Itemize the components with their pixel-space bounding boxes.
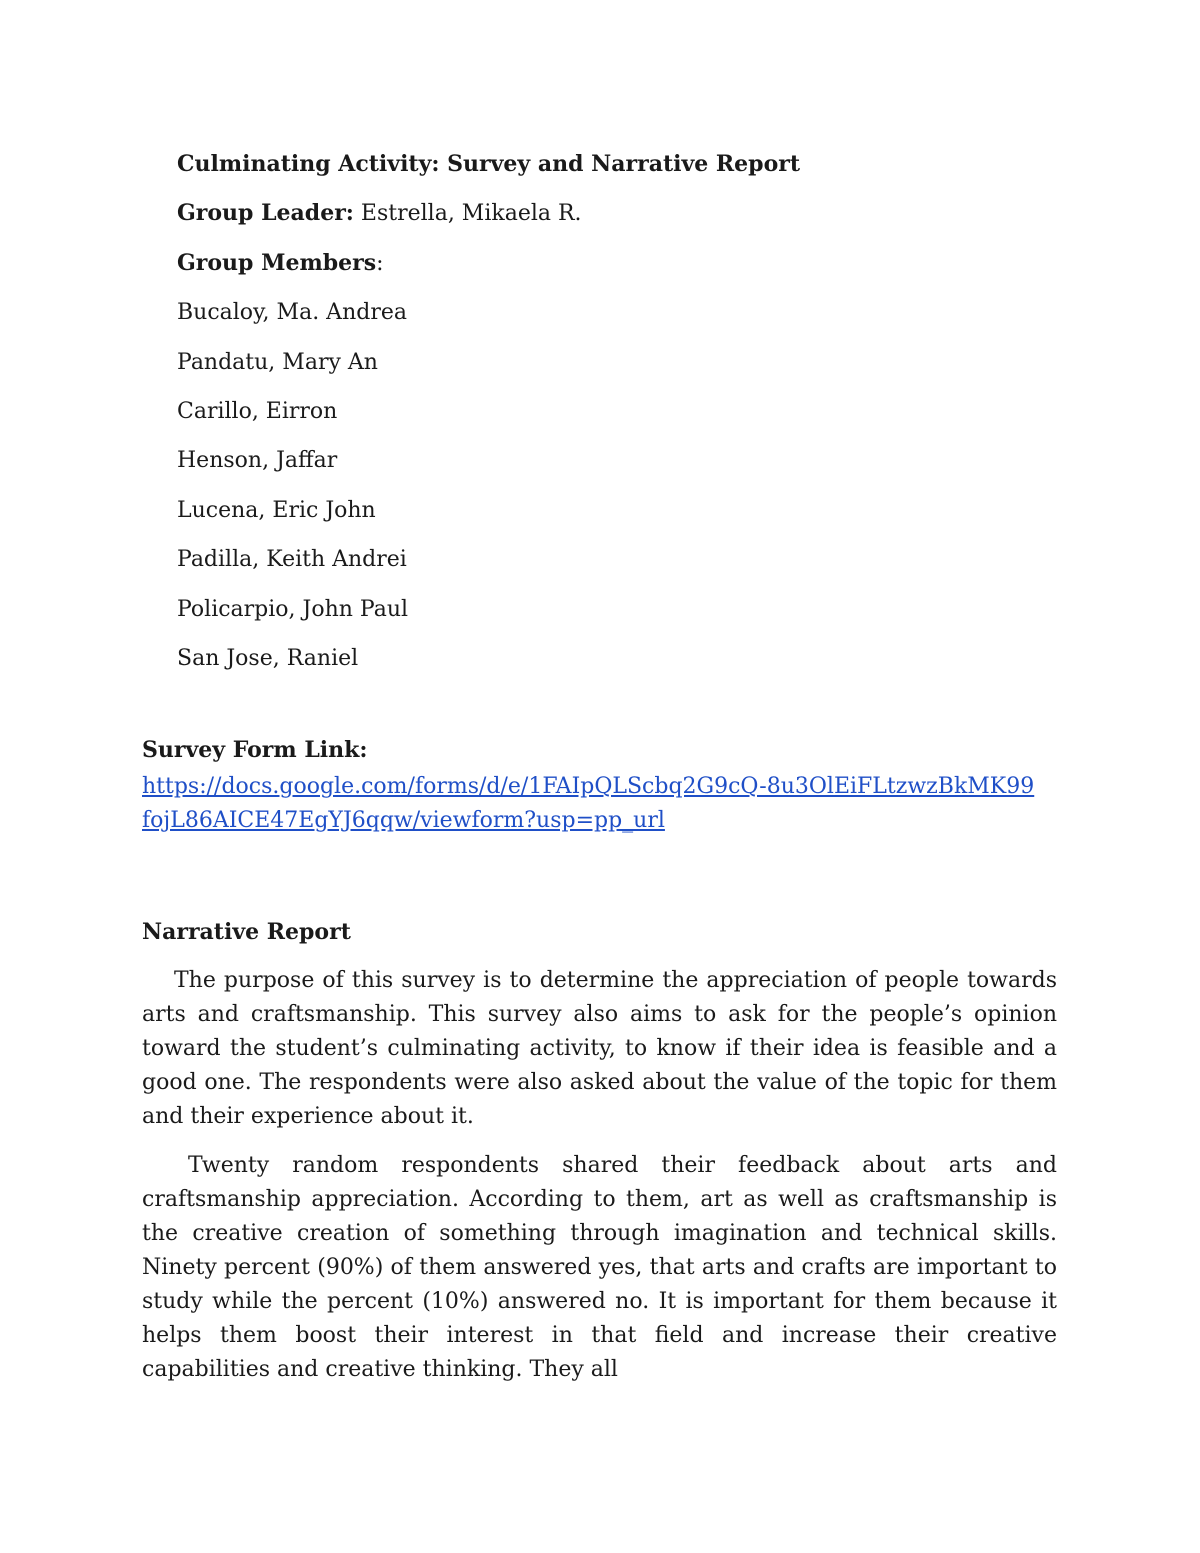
group-members-heading xyxy=(177,239,1077,288)
member-item: Lucena, Eric John xyxy=(177,497,376,523)
group-leader-label: Group Leader: xyxy=(177,200,354,227)
narrative-section xyxy=(142,912,1057,1402)
narrative-paragraph: The purpose of this survey is to determine the appreciation of people towards arts and craftsmanship. This survey also aims to ask for the people’s opinion toward the student’s culminating activity, to know if their idea is feasible and a good one. The respondents were also asked about the value of the topic for them and their experience about it. xyxy=(142,968,1057,1129)
member-item: Henson, Jaffar xyxy=(177,448,338,474)
group-leader-line xyxy=(177,189,1077,238)
activity-title: Culminating Activity: Survey and Narrative Report xyxy=(177,151,800,177)
survey-form-link[interactable]: https://docs.google.com/forms/d/e/1FAIpQLScbq2G9cQ-8u3OlEiFLtzwzBkMK99fojL86AICE47EgYJ6qqw/viewform?usp=pp_url xyxy=(142,774,1035,833)
survey-section xyxy=(142,730,1062,838)
members-list xyxy=(177,288,1077,683)
member-item: Carillo, Eirron xyxy=(177,399,338,425)
survey-heading: Survey Form Link: xyxy=(142,737,368,763)
member-item: Padilla, Keith Andrei xyxy=(177,547,407,573)
member-item: Pandatu, Mary An xyxy=(177,349,378,375)
member-item: San Jose, Raniel xyxy=(177,646,359,672)
member-item: Policarpio, John Paul xyxy=(177,596,409,622)
narrative-heading: Narrative Report xyxy=(142,919,351,945)
narrative-paragraph: Twenty random respondents shared their feedback about arts and craftsmanship appreciation. According to them, art as well as craftsmanship is the creative creation of something through imagination and technical skills. Ninety percent (90%) of them answered yes, that arts and crafts are important to study while the percent (10%) answered no. It is important for them because it helps them boost their interest in that field and increase their creative capabilities and creative thinking. They all xyxy=(142,1153,1057,1382)
group-leader-name: Estrella, Mikaela R. xyxy=(360,201,582,227)
group-members-label: Group Members xyxy=(177,249,377,276)
group-members-colon: : xyxy=(376,250,384,276)
member-item: Bucaloy, Ma. Andrea xyxy=(177,300,407,326)
group-info xyxy=(177,140,1077,683)
